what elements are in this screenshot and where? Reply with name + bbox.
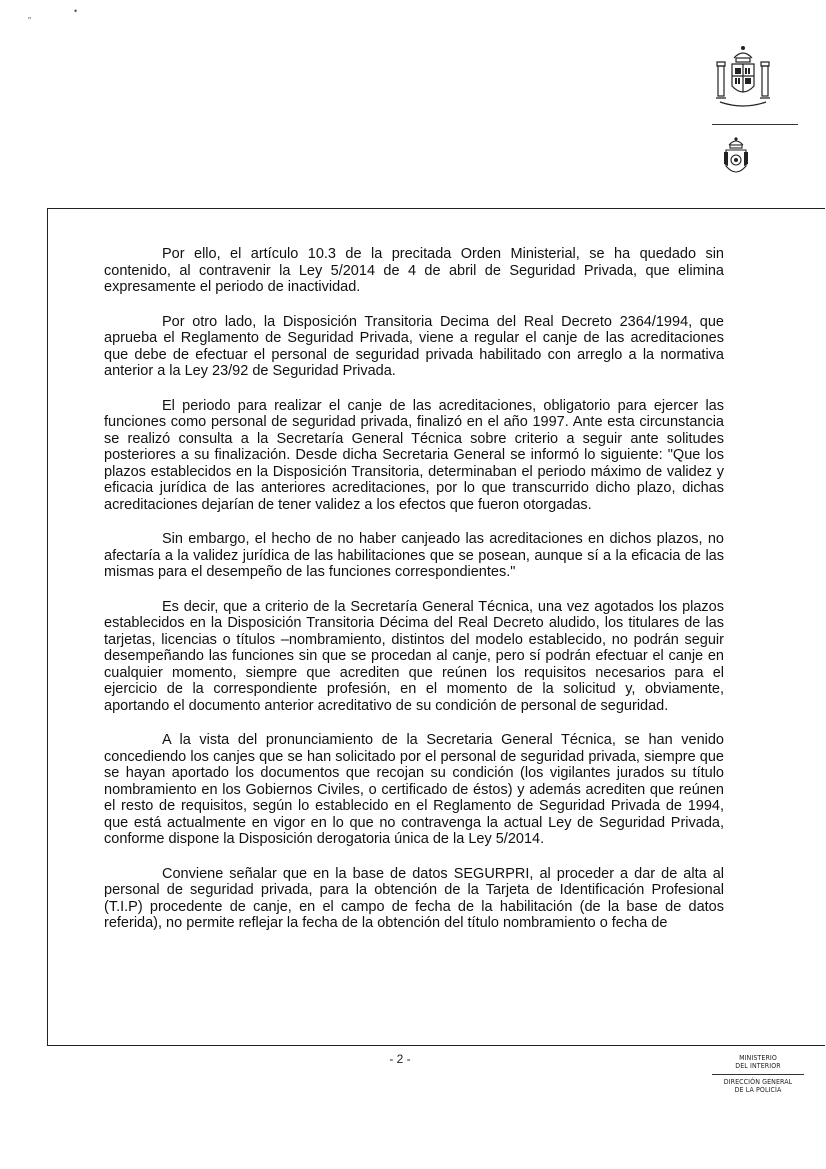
page-number: - 2 - xyxy=(389,1052,411,1066)
paragraph-1: Por ello, el artículo 10.3 de la precitada Orden Ministerial, se ha quedado sin contenido, al contravenir la Ley 5/2014 de 4 de abril de Seguridad Privada, que elimina expresamente el periodo de inactividad. xyxy=(104,246,724,295)
paragraph-3: El periodo para realizar el canje de las acreditaciones, obligatorio para ejercer las funciones como personal de seguridad privada, finalizó en el año 1997. Ante esta circunstancia se realizó consulta a la Secretaría General Técnica sobre criterio a seguir ante solitudes posteriores a su finalización. Desde dicha Secretaria General se informó lo siguiente: "Que los plazos establecidos en la Disposición Transitoria, determinaban el periodo máximo de validez y eficacia jurídica de las anteriores acreditaciones, por lo que transcurrido dicho plazo, dichas acreditaciones dejarían de tener validez a los efectos que fueron otorgadas. xyxy=(104,397,724,513)
paragraph-2: Por otro lado, la Disposición Transitoria Decima del Real Decreto 2364/1994, que aprueba el Reglamento de Seguridad Privada, viene a regular el canje de las acreditaciones que debe de efectuar el personal de seguridad privada habilitado con arreglo a la normativa anterior a la Ley 23/92 de Seguridad Privada. xyxy=(104,313,724,379)
police-emblem-icon xyxy=(720,136,752,182)
document-body xyxy=(104,246,724,950)
footer-ministry-line-1: MINISTERIO xyxy=(739,1054,777,1062)
scan-artifact-mark: „ xyxy=(28,10,31,20)
footer-letterhead xyxy=(710,1054,806,1094)
paragraph-6: A la vista del pronunciamiento de la Secretaria General Técnica, se han venido concediendo los canjes que se han solicitado por el personal de seguridad privada, siempre que se hayan aportado los documentos que recojan su condición (los vigilantes jurados su título nombramiento en los Gobiernos Civiles, o certificado de éstos) y además acrediten que reúnen el resto de requisitos, según lo establecido en el Reglamento de Seguridad Privada de 1994, que está actualmente en vigor en lo que no contravenga la actual Ley de Seguridad Privada, conforme dispone la Disposición derogatoria única de la Ley 5/2014. xyxy=(104,732,724,847)
paragraph-7: Conviene señalar que en la base de datos SEGURPRI, al proceder a dar de alta al personal de seguridad privada, para la obtención de la Tarjeta de Identificación Profesional (T.I.P) procedente de canje, en el campo de fecha de la habilitación (de la base de datos referida), no permite reflejar la fecha de la obtención del título nombramiento o fecha de xyxy=(104,865,724,931)
paragraph-5: Es decir, que a criterio de la Secretaría General Técnica, una vez agotados los plazos establecidos en la Disposición Transitoria Décima del Real Decreto aludido, los titulares de las tarjetas, licencias o títulos –nombramiento, distintos del modelo establecido, no podrán seguir desempeñando las funciones sin que se procedan al canje, pero sí podrán efectuar el canje en cualquier momento, siempre que acrediten que reúnen los requisitos necesarios para el ejercicio de la correspondiente profesión, en el momento de la solicitud y, obviamente, aportando el documento anterior acreditativo de su condición de personal de seguridad. xyxy=(104,598,724,714)
footer-directorate-line-1: DIRECCIÓN GENERAL xyxy=(723,1078,793,1086)
scan-artifact-dot: • xyxy=(74,6,78,16)
paragraph-4: Sin embargo, el hecho de no haber canjeado las acreditaciones en dichos plazos, no afectaría a la validez jurídica de las habilitaciones que se posean, aunque sí a la eficacia de las mismas para el desempeño de las funciones correspondientes." xyxy=(104,531,724,580)
header-divider xyxy=(712,124,798,125)
footer-directorate-line-2: DE LA POLICÍA xyxy=(734,1086,782,1094)
footer-divider xyxy=(712,1074,804,1075)
spain-coat-of-arms-icon xyxy=(714,44,772,116)
footer-ministry-line-2: DEL INTERIOR xyxy=(735,1062,781,1070)
